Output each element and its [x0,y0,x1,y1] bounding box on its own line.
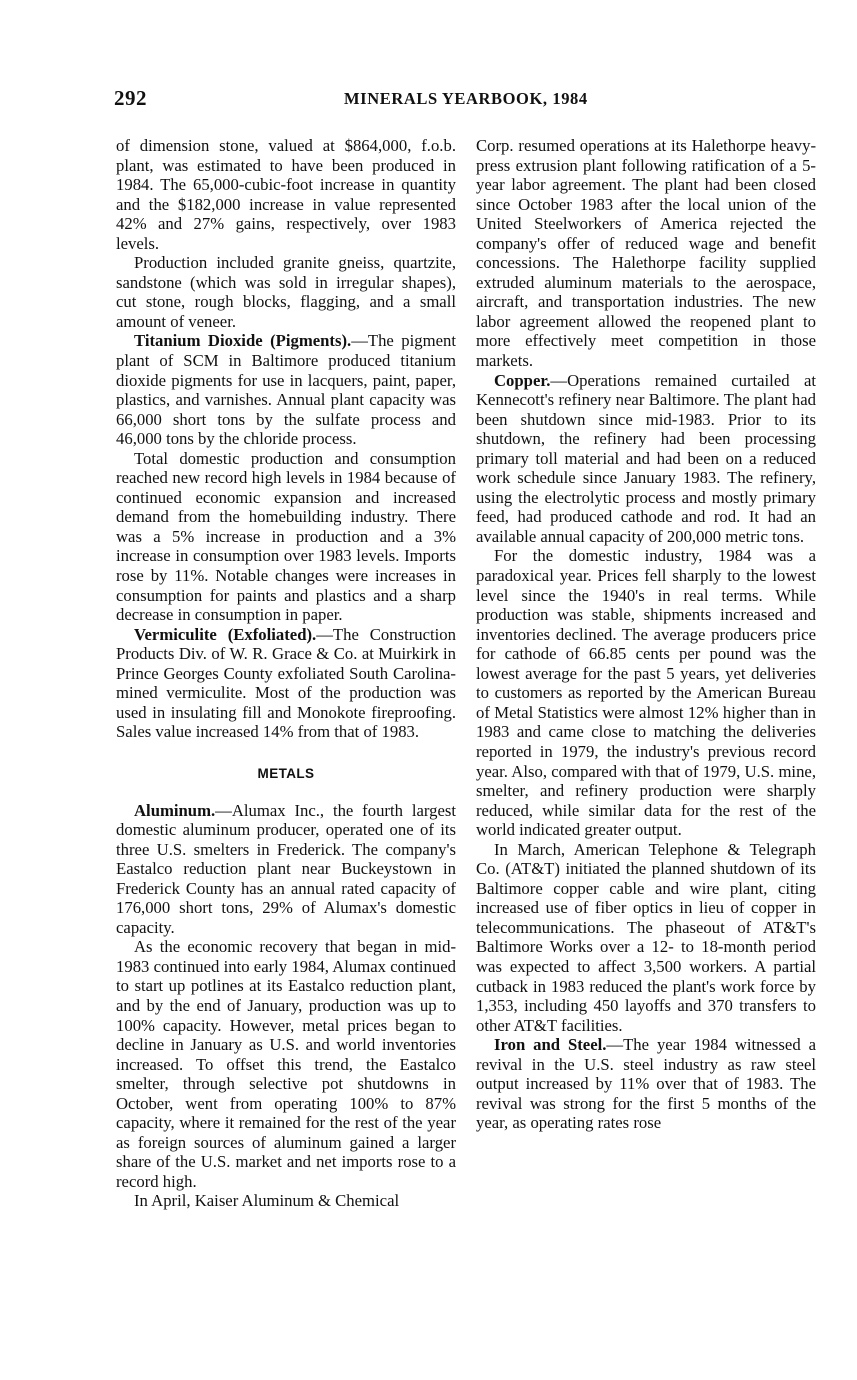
paragraph: In March, American Telephone & Telegraph Co. (AT&T) initiated the planned shutdown of its Baltimore copper cable and wire plant, citing increased use of fiber optics in lieu of copper in telecommunications. The phaseout of AT&T's Baltimore Works over a 12- to 18-month period was expected to affect 3,500 workers. A partial cutback in 1983 reduced the plant's work force by 1,353, including 450 layoffs and 370 transfers to other AT&T facilities. [476,839,816,1035]
paragraph: In April, Kaiser Aluminum & Chemical [134,1191,400,1211]
page-header [114,86,820,116]
paragraph: As the economic recovery that began in mid-1983 continued into early 1984, Alumax continued to start up potlines at its Eastalco reduction plant, and by the end of January, production was up to 100% capacity. However, metal prices began to decline in January as U.S. and world inventories increased. To offset this trend, the Eastalco smelter, through selective pot shutdowns in October, went from operating 100% to 87% capacity, where it remained for the rest of the year as foreign sources of aluminum gained a larger share of the U.S. market and net imports rose to a record high. [116,937,456,1191]
section-heading-metals: METALS [257,765,315,781]
paragraph-copper [476,371,816,547]
paragraph-body: —The pigment plant of SCM in Baltimore produced titanium dioxide pigments for use in lacquers, paint, paper, plastics, and varnishes. Annual plant capacity was 66,000 short tons by the sulfate process and 46,000 tons by the chloride process. [116,331,456,449]
running-title: MINERALS YEARBOOK, 1984 [344,89,588,108]
section-run-head: Titanium Dioxide (Pigments). [134,331,352,351]
paragraph: of dimension stone, valued at $864,000, f.o.b. plant, was estimated to have been produced in 1984. The 65,000-cubic-foot increase in quantity and the $182,000 increase in value represented 42% and 27% gains, respectively, over 1983 levels. [116,136,456,253]
section-run-head: Copper. [494,370,551,390]
paragraph-body: —Alumax Inc., the fourth largest domestic aluminum producer, operated one of its three U.S. smelters in Frederick. The company's Eastalco reduction plant near Buckeystown in Frederick County has an annual rated capacity of 176,000 short tons, 29% of Alumax's domestic capacity. [116,800,456,937]
paragraph: Total domestic production and consumption reached new record high levels in 1984 because of continued economic expansion and increased demand from the homebuilding industry. There was a 5% increase in production and a 3% increase in consumption over 1983 levels. Imports rose by 11%. Notable changes were increases in consumption for paints and plastics and a sharp decrease in consumption in paper. [116,448,456,625]
page-number: 292 [114,86,147,110]
paragraph-titanium-dioxide [116,331,456,448]
right-column [476,136,816,1133]
paragraph-aluminum [116,801,456,938]
paragraph: Corp. resumed operations at its Halethorpe heavy-press extrusion plant following ratification of a 5-year labor agreement. The plant had been closed since October 1983 after the local union of the United Steelworkers of America rejected the company's offer of reduced wage and benefit concessions. The Halethorpe facility supplied extruded aluminum materials to the aerospace, aircraft, and transportation industries. The new labor agreement allowed the reopened plant to more effectively meet competition in those markets. [476,136,816,371]
section-run-head: Vermiculite (Exfoliated). [134,624,317,644]
paragraph-body: —The year 1984 witnessed a revival in the U.S. steel industry as raw steel output increased by 11% over that of 1983. The revival was strong for the first 5 months of the year, as operating rates rose [476,1035,816,1133]
section-run-head: Aluminum. [134,800,216,820]
paragraph-body: —The Construction Products Div. of W. R. Grace & Co. at Muirkirk in Prince Georges County exfoliated South Carolina-mined vermiculite. Most of the production was used in insulating fill and Monokote fireproofing. Sales value increased 14% from that of 1983. [116,624,456,742]
left-column [116,136,456,1211]
paragraph: Production included granite gneiss, quartzite, sandstone (which was sold in irregular shapes), cut stone, rough blocks, flagging, and a small amount of veneer. [116,253,456,331]
paragraph-iron-steel [476,1035,816,1133]
paragraph: For the domestic industry, 1984 was a paradoxical year. Prices fell sharply to the lowest level since the 1940's in real terms. While production was stable, shipments increased and inventories declined. The average producers price for cathode of 66.85 cents per pound was the lowest average for the past 5 years, yet deliveries to customers as reported by the American Bureau of Metal Statistics were almost 12% higher than in 1983 and came close to matching the deliveries reported in 1979, the industry's previous record year. Also, compared with that of 1979, U.S. mine, smelter, and refinery production were sharply reduced, while similar data for the rest of the world indicated greater output. [476,546,816,840]
section-run-head: Iron and Steel. [494,1035,607,1055]
paragraph-body: —Operations remained curtailed at Kennecott's refinery near Baltimore. The plant had been shutdown since mid-1983. Prior to its shutdown, the refinery had been processing primary toll material and had been on a reduced work schedule since January 1983. The refinery, using the electrolytic process and mostly primary feed, had produced cathode and rod. It had an available annual capacity of 200,000 metric tons. [476,370,816,546]
paragraph-vermiculite [116,625,456,742]
